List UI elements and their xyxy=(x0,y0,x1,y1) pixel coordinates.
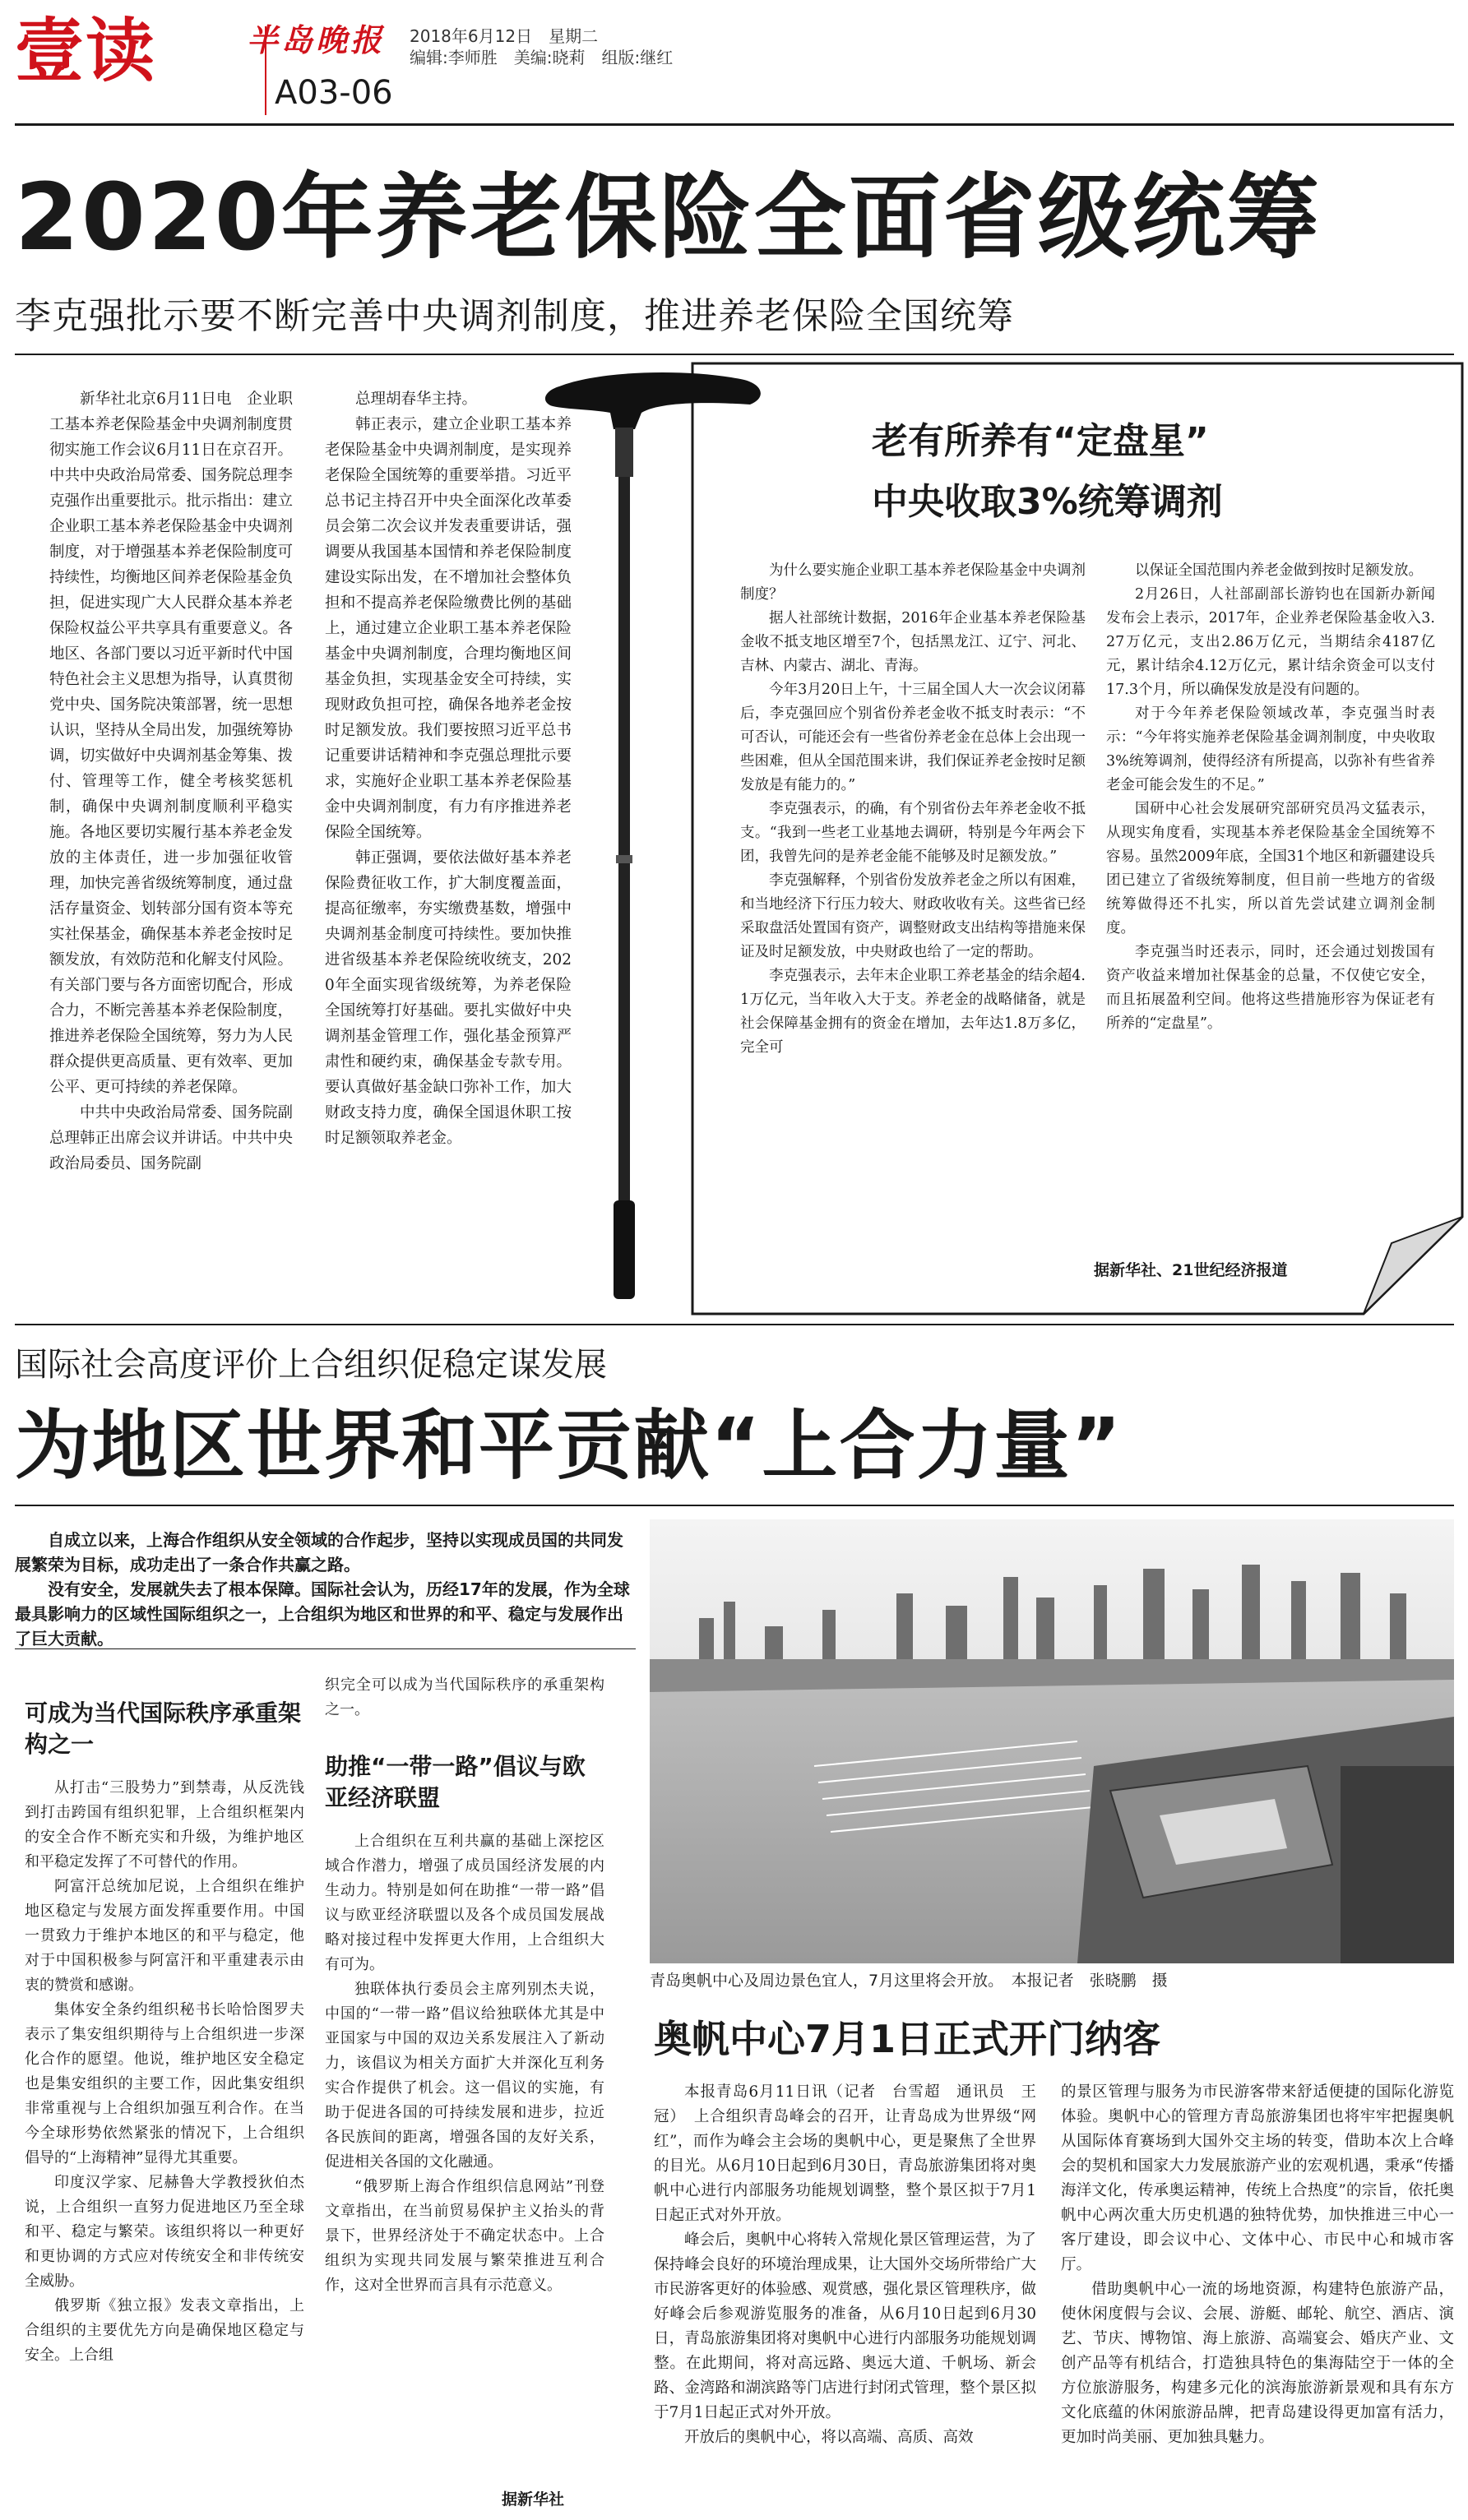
paragraph: 峰会后，奥帆中心将转入常规化景区管理运营，为了保持峰会良好的环境治理成果，让大国外交场所带给广大市民游客更好的体验感、观赏感，强化景区管理秩序，做好峰会后参观游览服务的准备，从6月10日起到6月30日，青岛旅游集团将对奥帆中心进行内部服务功能规划调整。在此期间，将对高远路、奥远大道、千帆场、新会路、金湾路和湖滨路等门店进行封闭式管理，整个景区拟于7月1日起正式对外开放。 xyxy=(654,2231,1036,2421)
paragraph: 织完全可以成为当代国际秩序的承重架构之一。 xyxy=(325,1676,604,1718)
paper-logo: 半岛晚报 xyxy=(247,21,386,58)
story1-rule xyxy=(15,354,1454,355)
paragraph: 开放后的奥帆中心，将以高端、高质、高效 xyxy=(684,2429,974,2446)
walking-cane-icon xyxy=(535,362,773,1315)
paragraph: 韩正表示，建立企业职工基本养老保险基金中央调剂制度，是实现养老保险全国统筹的重要举措。习近平总书记主持召开中央全面深化改革委员会第二次会议并发表重要讲话，强调要从我国基本国情和养老保险制度建设实际出发，在不增加社会整体负担和不提高养老保险缴费比例的基础上，通过建立企业职工基本养老保险基金中央调剂制度，合理均衡地区间基金负担，实现基金安全可持续，实现财政负担可控，确保各地养老金按时足额发放。我们要按照习近平总书记重要讲话精神和李克强总理批示要求，实施好企业职工基本养老保险基金中央调剂制度，有力有序推进养老保险全国统筹。 xyxy=(325,416,572,841)
paragraph: 2月26日，人社部副部长游钧也在国新办新闻发布会上表示，2017年，企业养老保险基金收入3.27万亿元，支出2.86万亿元，当期结余4187亿元，累计结余4.12万亿元，累计结余资金可以支付17.3个月，所以确保发放是没有问题的。 xyxy=(1106,586,1435,698)
headline-marina: 奥帆中心7月1日正式开门纳客 xyxy=(654,2017,1161,2061)
paragraph: 俄罗斯《独立报》发表文章指出，上合组织的主要优先方向是确保地区稳定与安全。上合组 xyxy=(25,2297,304,2364)
paragraph: 中共中央政治局常委、国务院副总理韩正出席会议并讲话。中共中央政治局委员、国务院副 xyxy=(49,1104,294,1172)
sidebar-credit: 据新华社、21世纪经济报道 xyxy=(1094,1261,1288,1279)
marina-column-1 xyxy=(654,2080,1036,2450)
paragraph: 集体安全条约组织秘书长哈恰图罗夫表示了集安组织期待与上合组织进一步深化合作的愿望。他说，维护地区安全稳定也是集安组织的主要工作，因此集安组织非常重视与上合组织加强互利合作。在当今全球形势依然紧张的情况下，上合组织倡导的“上海精神”显得尤其重要。 xyxy=(25,2001,304,2166)
marina-column-2 xyxy=(1061,2080,1454,2450)
paragraph: 总理胡春华主持。 xyxy=(355,391,478,408)
paragraph: 李克强表示，去年末企业职工养老基金的结余超4.1万亿元，当年收入大于支。养老金的战略储备，就是社会保障基金拥有的资金在增加，去年达1.8万多亿，完全可 xyxy=(740,968,1086,1056)
sidebar-title-2: 中央收取3%统筹调剂 xyxy=(872,481,1223,523)
paragraph: 李克强表示，的确，有个别省份去年养老金收不抵支。“我到一些老工业基地去调研，特别是今年两会下团，我曾先问的是养老金能不能够及时足额发放。” xyxy=(740,801,1086,865)
paragraph: 以保证全国范围内养老金做到按时足额发放。 xyxy=(1135,562,1423,579)
paragraph: 上合组织在互利共赢的基础上深挖区域合作潜力，增强了成员国经济发展的内生动力。特别是如何在助推“一带一路”倡议与欧亚经济联盟以及各个成员国发展战略对接过程中发挥更大作用，上合组织大有可为。 xyxy=(325,1833,604,1973)
page-number: A03-06 xyxy=(275,74,393,112)
paragraph: 自成立以来，上海合作组织从安全领域的合作起步，坚持以实现成员国的共同发展繁荣为目标，成功走出了一条合作共赢之路。 xyxy=(15,1530,623,1574)
paragraph: 的景区管理与服务为市民游客带来舒适便捷的国际化游览体验。奥帆中心的管理方青岛旅游集团也将牢牢把握奥帆从国际体育赛场到大国外交主场的转变，借助本次上合峰会的契机和国家大力发展旅游产业的宏观机遇，秉承“传播海洋文化，传承奥运精神，传统上合热度”的宗旨，依托奥帆中心两次重大历史机遇的独特优势，加快推进三中心一客厅建设，即会议中心、文体中心、市民中心和城市客厅。 xyxy=(1061,2083,1454,2273)
paragraph: 独联体执行委员会主席列别杰夫说，中国的“一带一路”倡议给独联体尤其是中亚国家与中国的双边关系发展注入了新动力，该倡议为相关方面扩大并深化互利务实合作提供了机会。这一倡议的实施，有助于促进各国的可持续发展和进步，拉近各民族间的距离，增强各国的友好关系，促进相关各国的文化融通。 xyxy=(325,1981,604,2171)
story2-head-rule xyxy=(15,1505,1454,1506)
headline-sco: 为地区世界和平贡献“上合力量” xyxy=(15,1402,1123,1490)
story1-column-1 xyxy=(49,386,293,1177)
story2-rule xyxy=(15,1324,1454,1325)
paragraph: 李克强当时还表示，同时，还会通过划拨国有资产收益来增加社保基金的总量，不仅使它安全，而且拓展盈利空间。他将这些措施形容为保证老有所养的“定盘星”。 xyxy=(1106,944,1435,1032)
paragraph: “俄罗斯上海合作组织信息网站”刊登文章指出，在当前贸易保护主义抬头的背景下，世界经济处于不确定状态中。上合组织为实现共同发展与繁荣推进互利合作，这对全世界而言具有示范意义。 xyxy=(325,2178,604,2294)
section-tag: 壹读 xyxy=(15,11,157,91)
sidebar-title-1: 老有所养有“定盘星” xyxy=(872,420,1209,462)
sco-column-2a xyxy=(325,1673,604,1722)
marina-photo xyxy=(650,1519,1454,1963)
masthead-rule xyxy=(15,123,1454,126)
paragraph: 对于今年养老保险领域改革，李克强当时表示：“今年将实施养老保险基金调剂制度，中央收取3%统筹调剂，使得经济有所提高，以弥补有些省养老金可能会发生的不足。” xyxy=(1106,705,1435,793)
sidebar-column-1 xyxy=(740,559,1086,1060)
paragraph: 为什么要实施企业职工基本养老保险基金中央调剂制度？ xyxy=(740,562,1086,603)
paragraph: 印度汉学家、尼赫鲁大学教授狄伯杰说，上合组织一直努力促进地区乃至全球和平、稳定与繁荣。该组织将以一种更好和更协调的方式应对传统安全和非传统安全威胁。 xyxy=(25,2174,304,2290)
staff-credits: 编辑:李师胜 美编:晓莉 组版:继红 xyxy=(410,48,674,67)
headline-pension: 2020年养老保险全面省级统筹 xyxy=(15,164,1322,271)
sco-credit: 据新华社 xyxy=(502,2490,565,2508)
issue-date: 2018年6月12日 星期二 xyxy=(410,26,599,46)
paragraph: 国研中心社会发展研究部研究员冯文猛表示，从现实角度看，实现基本养老保险基金全国统筹不容易。虽然2009年底，全国31个地区和新疆建设兵团已建立了省级统筹制度，但目前一些地方的省级统筹做得还不扎实，所以首先尝试建立调剂金制度。 xyxy=(1106,801,1435,936)
paragraph: 李克强解释，个别省份发放养老金之所以有困难，和当地经济下行压力较大、财政收收有关。这些省已经采取盘活处置国有资产，调整财政支出结构等措施来保证及时足额发放，中央财政也给了一定的帮助。 xyxy=(740,872,1086,960)
sco-column-1 xyxy=(25,1776,304,2368)
sco-subhead-2: 助推“一带一路”倡议与欧亚经济联盟 xyxy=(325,1753,586,1811)
paragraph: 今年3月20日上午，十三届全国人大一次会议闭幕后，李克强回应个别省份养老金收不抵支时表示：“不可否认，可能还会有一些省份养老金在总体上会出现一些困难，但从全国范围来讲，我们保证养老金按时足额发放是有能力的。” xyxy=(740,682,1086,793)
photo-caption: 青岛奥帆中心及周边景色宜人，7月这里将会开放。 本报记者 张晓鹏 摄 xyxy=(650,1972,1168,1990)
paragraph: 韩正强调，要依法做好基本养老保险费征收工作，扩大制度覆盖面，提高征缴率，夯实缴费基数，增强中央调剂基金制度可持续性。要加快推进省级基本养老保险统收统支，2020年全面实现省级统筹，为养老保险全国统筹打好基础。要扎实做好中央调剂基金管理工作，强化基金预算严肃性和硬约束，确保基金专款专用。要认真做好基金缺口弥补工作，加大财政支持力度，确保全国退休职工按时足额领取养老金。 xyxy=(325,849,572,1147)
subhead-pension: 李克强批示要不断完善中央调剂制度，推进养老保险全国统筹 xyxy=(15,295,1014,337)
sidebar-column-2 xyxy=(1106,559,1435,1036)
paragraph: 借助奥帆中心一流的场地资源，构建特色旅游产品，使休闲度假与会议、会展、游艇、邮轮、航空、酒店、演艺、节庆、博物馆、海上旅游、高端宴会、婚庆产业、文创产品等有机结合，打造独具特色的集海陆空于一体的全方位旅游服务，构建多元化的滨海旅游新景观和具有东方文化底蕴的休闲旅游品牌，把青岛建设得更加富有活力，更加时尚美丽、更加独具魅力。 xyxy=(1061,2281,1454,2446)
paragraph: 本报青岛6月11日讯（记者 台雪超 通讯员 王冠） 上合组织青岛峰会的召开，让青岛成为世界级“网红”，而作为峰会主会场的奥帆中心，更是聚焦了全世界的目光。从6月10日起到6月30日，青岛旅游集团将对奥帆中心进行内部服务功能规划调整，整个景区拟于7月1日起正式对外开放。 xyxy=(654,2083,1036,2224)
paragraph: 据人社部统计数据，2016年企业基本养老保险基金收不抵支地区增至7个，包括黑龙江、辽宁、河北、吉林、内蒙古、湖北、青海。 xyxy=(740,610,1086,674)
sco-column-2b xyxy=(325,1829,604,2298)
paragraph: 没有安全，发展就失去了根本保障。国际社会认为，历经17年的发展，作为全球最具影响力的区域性国际组织之一，上合组织为地区和世界的和平、稳定与发展作出了巨大贡献。 xyxy=(15,1579,630,1648)
paragraph: 新华社北京6月11日电 企业职工基本养老保险基金中央调剂制度贯彻实施工作会议6月11日在京召开。中共中央政治局常委、国务院总理李克强作出重要批示。批示指出：建立企业职工基本养老保险基金中央调剂制度，对于增强基本养老保险制度可持续性，均衡地区间养老保险基金负担，促进实现广大人民群众基本养老保险权益公平共享具有重要意义。各地区、各部门要以习近平新时代中国特色社会主义思想为指导，认真贯彻党中央、国务院决策部署，统一思想认识，坚持从全局出发，加强统筹协调，切实做好中央调剂基金筹集、拨付、管理等工作，健全考核奖惩机制，确保中央调剂制度顺利平稳实施。各地区要切实履行基本养老金发放的主体责任，进一步加强征收管理，加快完善省级统筹制度，通过盘活存量资金、划转部分国有资本等充实社保基金，确保基本养老金按时足额发放，有效防范和化解支付风险。有关部门要与各方面密切配合，形成合力，不断完善基本养老保险制度，推进养老保险全国统筹，努力为人民群众提供更高质量、更有效率、更加公平、更可持续的养老保障。 xyxy=(49,391,294,1096)
lead-rule xyxy=(15,1648,636,1649)
sco-subhead-1: 可成为当代国际秩序承重架构之一 xyxy=(25,1699,302,1758)
paragraph: 从打击“三股势力”到禁毒，从反洗钱到打击跨国有组织犯罪，上合组织框架内的安全合作不断充实和升级，为维护地区和平稳定发挥了不可替代的作用。 xyxy=(25,1779,304,1870)
kicker-sco: 国际社会高度评价上合组织促稳定谋发展 xyxy=(15,1346,607,1384)
paragraph: 阿富汗总统加尼说，上合组织在维护地区稳定与发展方面发挥重要作用。中国一贯致力于维护本地区的和平与稳定，他对于中国积极参与阿富汗和平重建表示由衷的赞赏和感谢。 xyxy=(25,1878,304,1994)
sco-lead xyxy=(15,1528,636,1651)
